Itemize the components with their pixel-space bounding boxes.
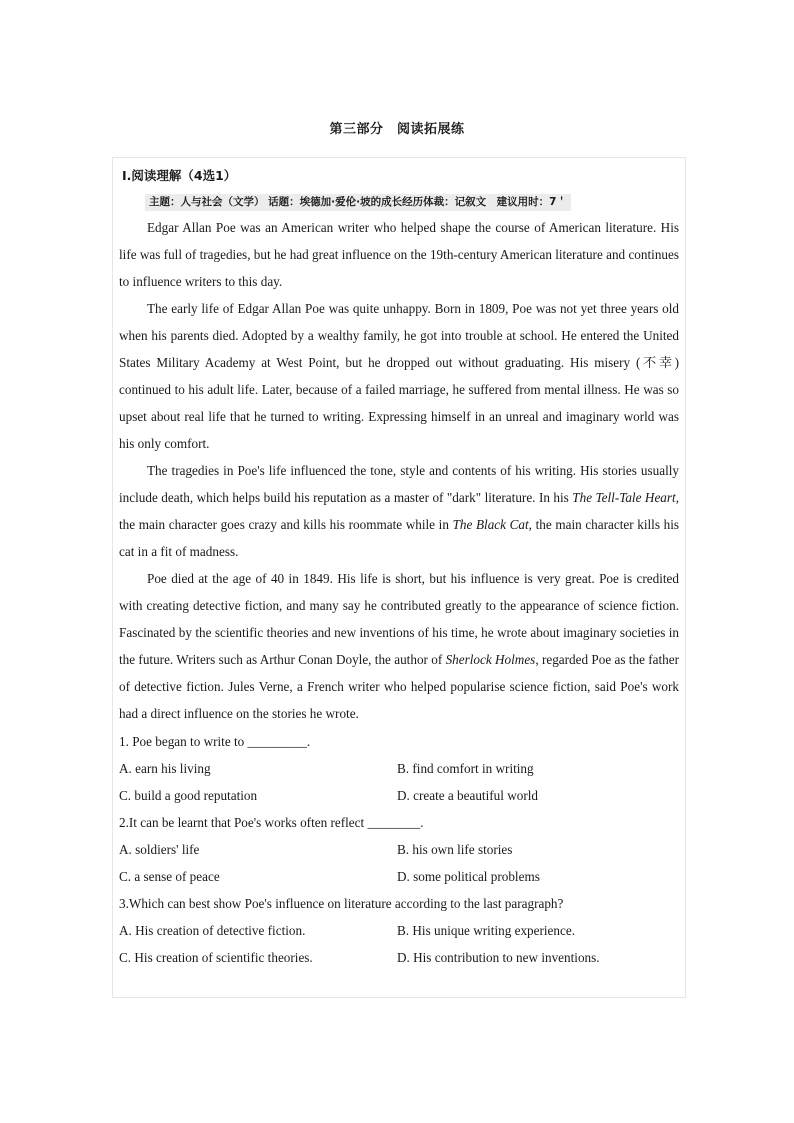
question-1-option-a[interactable]: A. earn his living: [119, 761, 211, 776]
question-3-stem: 3.Which can best show Poe's influence on literature according to the last paragraph?: [119, 896, 564, 911]
paragraph-1: Edgar Allan Poe was an American writer who helped shape the course of American literature. His life was full of tragedies, but he had great influence on the 19th-century American literature and continues to influence writers to this day.: [119, 220, 679, 289]
question-3-option-c[interactable]: C. His creation of scientific theories.: [119, 950, 313, 965]
question-3-option-a[interactable]: A. His creation of detective fiction.: [119, 923, 306, 938]
paragraph-4-text-b: , regarded Poe as the father of detective fiction. Jules Verne, a French writer who helped popularise science fiction, said Poe's work had a direct influence on the stories he wrote.: [119, 652, 679, 721]
section-heading: Ⅰ.阅读理解（4选1）: [122, 168, 237, 183]
question-2-stem: 2.It can be learnt that Poe's works often reflect ________.: [119, 815, 424, 830]
question-2-option-c[interactable]: C. a sense of peace: [119, 869, 220, 884]
paragraph-3-text-b: , the main character goes crazy and kills his roommate while in: [119, 490, 679, 532]
page-title: 第三部分 阅读拓展练: [329, 122, 465, 137]
question-1-option-d[interactable]: D. create a beautiful world: [397, 788, 538, 803]
book-title-tell-tale-heart: The Tell-Tale Heart: [572, 490, 676, 505]
topic-banner: 主题：人与社会（文学） 话题：埃德加·爱伦·坡的成长经历体裁：记叙文 建议用时：7＇: [145, 194, 571, 211]
question-1-option-b[interactable]: B. find comfort in writing: [397, 761, 534, 776]
paragraph-2: The early life of Edgar Allan Poe was quite unhappy. Born in 1809, Poe was not yet three years old when his parents died. Adopted by a wealthy family, he got into trouble at school. He entered the United States Military Academy at West Point, but he dropped out without graduating. His misery (不幸) continued to his adult life. Later, because of a failed marriage, he suffered from mental illness. He was so upset about real life that he turned to writing. Expressing himself in an unreal and imaginary world was his only comfort.: [119, 301, 679, 451]
paragraph-3-text-a: The tragedies in Poe's life influenced the tone, style and contents of his writing. His stories usually include death, which helps build his reputation as a master of "dark" literature. In his: [119, 463, 679, 505]
paragraph-3-text-c: , the main character kills his cat in a fit of madness.: [119, 517, 679, 559]
question-2-option-a[interactable]: A. soldiers' life: [119, 842, 200, 857]
paragraph-3: [119, 457, 679, 565]
paragraph-4-text-a: Poe died at the age of 40 in 1849. His life is short, but his influence is very great. Poe is credited with creating detective fiction, and many say he contributed greatly to the appearance of science fiction. Fascinated by the scientific theories and new inventions of his time, he wrote about imaginary societies in the future. Writers such as Arthur Conan Doyle, the author of: [119, 571, 679, 667]
question-3-option-d[interactable]: D. His contribution to new inventions.: [397, 950, 600, 965]
question-1-stem: 1. Poe began to write to _________.: [119, 734, 311, 749]
book-title-black-cat: The Black Cat: [452, 517, 529, 532]
reading-passage: [119, 214, 679, 727]
question-3-option-b[interactable]: B. His unique writing experience.: [397, 923, 575, 938]
question-2-option-b[interactable]: B. his own life stories: [397, 842, 513, 857]
book-title-sherlock-holmes: Sherlock Holmes: [445, 652, 536, 667]
question-2-option-d[interactable]: D. some political problems: [397, 869, 540, 884]
paragraph-4: [119, 565, 679, 727]
question-1-option-c[interactable]: C. build a good reputation: [119, 788, 258, 803]
